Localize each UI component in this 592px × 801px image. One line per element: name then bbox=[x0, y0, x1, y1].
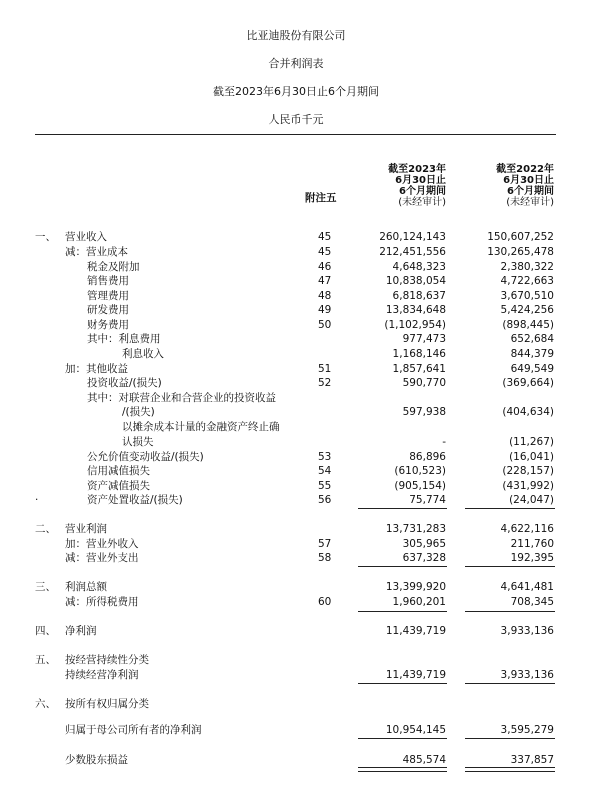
row-section-number: 五、 bbox=[35, 654, 56, 666]
table-row bbox=[0, 332, 592, 346]
row-label: 信用减值损失 bbox=[87, 465, 150, 477]
row-value-2022: 4,722,663 bbox=[500, 275, 554, 287]
row-note: 52 bbox=[318, 377, 332, 389]
row-value-2022: 3,670,510 bbox=[500, 290, 554, 302]
row-value-2023: 10,838,054 bbox=[385, 275, 446, 287]
subtotal-rule-3-2022 bbox=[465, 611, 555, 612]
row-note: 51 bbox=[318, 363, 332, 375]
row-label: 研发费用 bbox=[87, 304, 129, 316]
subtotal-rule-4-2022 bbox=[465, 683, 555, 684]
row-value-2022: 4,641,481 bbox=[500, 581, 554, 593]
col-2023-line4: (未经审计) bbox=[398, 197, 446, 208]
row-value-2022: 844,379 bbox=[510, 348, 554, 360]
table-row bbox=[0, 318, 592, 332]
row-note: 49 bbox=[318, 304, 332, 316]
row-value-2022: (431,992) bbox=[502, 480, 554, 492]
table-row bbox=[0, 450, 592, 464]
table-row bbox=[0, 362, 592, 376]
row-section-number: 四、 bbox=[35, 625, 56, 637]
row-value-2023: 1,857,641 bbox=[392, 363, 446, 375]
row-value-2023: 260,124,143 bbox=[379, 231, 446, 243]
table-row bbox=[0, 493, 592, 507]
row-value-2022: 337,857 bbox=[510, 754, 554, 766]
row-note: 54 bbox=[318, 465, 332, 477]
row-section-number: 二、 bbox=[35, 523, 56, 535]
row-label: 净利润 bbox=[65, 625, 97, 637]
row-note: 55 bbox=[318, 480, 332, 492]
table-row bbox=[0, 479, 592, 493]
header-rule bbox=[35, 134, 556, 135]
row-value-2023: 305,965 bbox=[402, 538, 446, 550]
row-label: 减：营业成本 bbox=[65, 246, 128, 258]
column-header-2022 bbox=[488, 164, 554, 208]
row-label: 按经营持续性分类 bbox=[65, 654, 149, 666]
row-label: 销售费用 bbox=[87, 275, 129, 287]
table-row bbox=[0, 376, 592, 390]
subtotal-rule-3-2023 bbox=[358, 611, 447, 612]
row-note: 57 bbox=[318, 538, 332, 550]
row-value-2022: 2,380,322 bbox=[500, 261, 554, 273]
subtotal-rule-1-2022 bbox=[465, 508, 555, 509]
row-note: 56 bbox=[318, 494, 332, 506]
statement-period: 截至2023年6月30日止6个月期间 bbox=[213, 85, 379, 98]
table-row bbox=[0, 551, 592, 565]
row-section-number: 三、 bbox=[35, 581, 56, 593]
table-row bbox=[0, 595, 592, 609]
row-label: 投资收益/(损失) bbox=[87, 377, 162, 389]
row-value-2022: (404,634) bbox=[502, 406, 554, 418]
row-value-2023: 1,960,201 bbox=[392, 596, 446, 608]
row-value-2022: 150,607,252 bbox=[487, 231, 554, 243]
row-value-2023: (1,102,954) bbox=[384, 319, 446, 331]
row-label: 利润总额 bbox=[65, 581, 107, 593]
row-label: 减：所得税费用 bbox=[65, 596, 139, 608]
col-2022-line3: 6个月期间 bbox=[507, 186, 554, 197]
row-value-2023: 6,818,637 bbox=[392, 290, 446, 302]
row-value-2023: 13,399,920 bbox=[385, 581, 446, 593]
row-label: 税金及附加 bbox=[87, 261, 140, 273]
table-row bbox=[0, 522, 592, 536]
row-note: 48 bbox=[318, 290, 332, 302]
table-row bbox=[0, 420, 592, 434]
row-value-2022: 3,933,136 bbox=[500, 625, 554, 637]
row-section-number: 一、 bbox=[35, 231, 56, 243]
row-value-2023: 13,834,648 bbox=[385, 304, 446, 316]
row-label: 加：其他收益 bbox=[65, 363, 128, 375]
row-label: 归属于母公司所有者的净利润 bbox=[65, 724, 202, 736]
row-value-2022: (228,157) bbox=[502, 465, 554, 477]
row-value-2023: 4,648,323 bbox=[392, 261, 446, 273]
table-row bbox=[0, 347, 592, 361]
table-row bbox=[0, 245, 592, 259]
row-value-2023: 590,770 bbox=[402, 377, 446, 389]
row-label: 营业利润 bbox=[65, 523, 107, 535]
row-label: 认损失 bbox=[122, 436, 154, 448]
table-row bbox=[0, 391, 592, 405]
col-2023-line3: 6个月期间 bbox=[399, 186, 446, 197]
row-label: 以摊余成本计量的金融资产终止确 bbox=[122, 421, 280, 433]
row-value-2023: 86,896 bbox=[409, 451, 446, 463]
subtotal-rule-5-2022 bbox=[465, 738, 555, 739]
row-value-2023: 485,574 bbox=[402, 754, 446, 766]
row-label: 管理费用 bbox=[87, 290, 129, 302]
row-note: 47 bbox=[318, 275, 332, 287]
row-note: 58 bbox=[318, 552, 332, 564]
row-section-number: · bbox=[35, 494, 39, 506]
row-label: 财务费用 bbox=[87, 319, 129, 331]
row-value-2022: 708,345 bbox=[510, 596, 554, 608]
table-row bbox=[0, 697, 592, 711]
table-row bbox=[0, 405, 592, 419]
table-row bbox=[0, 230, 592, 244]
row-value-2022: 130,265,478 bbox=[487, 246, 554, 258]
row-value-2022: (16,041) bbox=[509, 451, 554, 463]
row-value-2023: 11,439,719 bbox=[385, 669, 446, 681]
subtotal-rule-2-2023 bbox=[358, 566, 447, 567]
table-row bbox=[0, 303, 592, 317]
row-note: 45 bbox=[318, 246, 332, 258]
column-header-2023 bbox=[380, 164, 446, 208]
row-note: 46 bbox=[318, 261, 332, 273]
row-value-2022: (369,664) bbox=[502, 377, 554, 389]
row-label: 资产处置收益/(损失) bbox=[87, 494, 183, 506]
table-row bbox=[0, 624, 592, 638]
row-label: 资产减值损失 bbox=[87, 480, 150, 492]
row-value-2023: 637,328 bbox=[402, 552, 446, 564]
table-row bbox=[0, 260, 592, 274]
col-2022-line2: 6月30日止 bbox=[503, 175, 554, 186]
row-value-2023: 10,954,145 bbox=[385, 724, 446, 736]
row-value-2022: 649,549 bbox=[510, 363, 554, 375]
table-row bbox=[0, 723, 592, 737]
total-double-rule-2023 bbox=[358, 767, 447, 772]
statement-title: 合并利润表 bbox=[268, 57, 324, 70]
row-value-2022: (11,267) bbox=[509, 436, 554, 448]
subtotal-rule-4-2023 bbox=[358, 683, 447, 684]
row-section-number: 六、 bbox=[35, 698, 56, 710]
table-row bbox=[0, 464, 592, 478]
row-label: 营业收入 bbox=[65, 231, 107, 243]
row-value-2022: 3,595,279 bbox=[500, 724, 554, 736]
table-row bbox=[0, 435, 592, 449]
row-value-2022: 5,424,256 bbox=[500, 304, 554, 316]
col-2023-line1: 截至2023年 bbox=[388, 164, 446, 175]
row-value-2022: (24,047) bbox=[509, 494, 554, 506]
row-value-2023: (610,523) bbox=[394, 465, 446, 477]
row-label: 公允价值变动收益/(损失) bbox=[87, 451, 204, 463]
table-row bbox=[0, 537, 592, 551]
total-double-rule-2022 bbox=[465, 767, 555, 772]
row-note: 53 bbox=[318, 451, 332, 463]
row-value-2023: 1,168,146 bbox=[392, 348, 446, 360]
company-name: 比亚迪股份有限公司 bbox=[246, 29, 346, 42]
row-value-2023: 977,473 bbox=[402, 333, 446, 345]
table-row bbox=[0, 274, 592, 288]
table-row bbox=[0, 653, 592, 667]
row-value-2022: 3,933,136 bbox=[500, 669, 554, 681]
col-2023-line2: 6月30日止 bbox=[395, 175, 446, 186]
row-label: 减：营业外支出 bbox=[65, 552, 139, 564]
table-row bbox=[0, 580, 592, 594]
row-value-2023: 13,731,283 bbox=[385, 523, 446, 535]
row-value-2023: 11,439,719 bbox=[385, 625, 446, 637]
row-value-2023: 597,938 bbox=[402, 406, 446, 418]
row-label: 加：营业外收入 bbox=[65, 538, 139, 550]
row-label: 利息收入 bbox=[122, 348, 164, 360]
row-value-2023: 75,774 bbox=[409, 494, 446, 506]
col-2022-line4: (未经审计) bbox=[506, 197, 554, 208]
row-value-2022: 652,684 bbox=[510, 333, 554, 345]
row-label: 按所有权归属分类 bbox=[65, 698, 149, 710]
row-value-2023: (905,154) bbox=[394, 480, 446, 492]
row-label: 其中：对联营企业和合营企业的投资收益 bbox=[87, 392, 276, 404]
row-note: 50 bbox=[318, 319, 332, 331]
row-note: 60 bbox=[318, 596, 332, 608]
table-row bbox=[0, 753, 592, 767]
table-row bbox=[0, 289, 592, 303]
row-label: 其中：利息费用 bbox=[87, 333, 161, 345]
row-label: /(损失) bbox=[122, 406, 155, 418]
row-value-2022: 192,395 bbox=[510, 552, 554, 564]
table-row bbox=[0, 668, 592, 682]
currency-unit: 人民币千元 bbox=[268, 113, 324, 126]
col-2022-line1: 截至2022年 bbox=[496, 164, 554, 175]
row-value-2022: 211,760 bbox=[510, 538, 554, 550]
note-column-header: 附注五 bbox=[305, 192, 337, 204]
row-value-2023: - bbox=[442, 436, 446, 448]
row-label: 少数股东损益 bbox=[65, 754, 128, 766]
subtotal-rule-5-2023 bbox=[358, 738, 447, 739]
row-value-2022: 4,622,116 bbox=[500, 523, 554, 535]
subtotal-rule-2-2022 bbox=[465, 566, 555, 567]
row-note: 45 bbox=[318, 231, 332, 243]
row-label: 持续经营净利润 bbox=[65, 669, 139, 681]
row-value-2022: (898,445) bbox=[502, 319, 554, 331]
row-value-2023: 212,451,556 bbox=[379, 246, 446, 258]
subtotal-rule-1-2023 bbox=[358, 508, 447, 509]
